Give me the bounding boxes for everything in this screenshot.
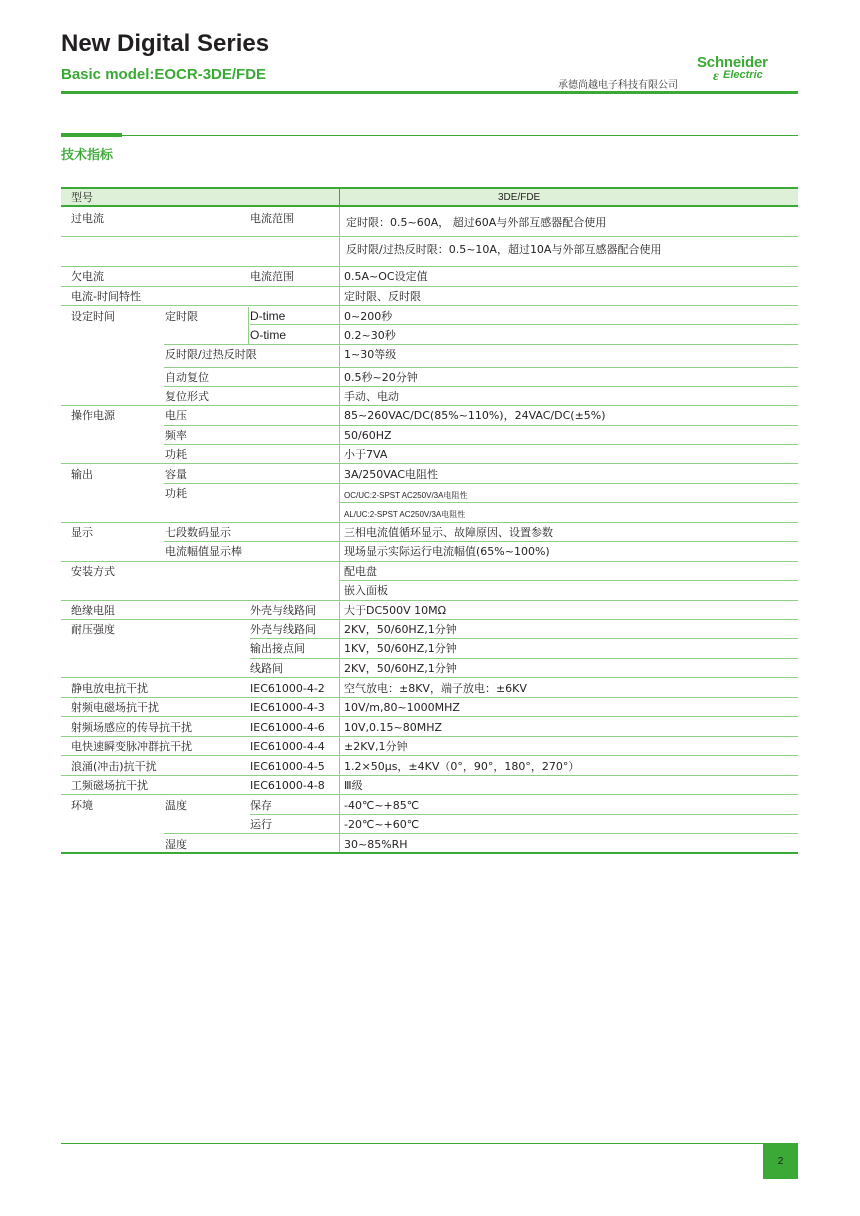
- row-divider: [164, 833, 798, 834]
- row-sublabel: 七段数码显示: [165, 526, 231, 539]
- row-sublabel: 功耗: [165, 487, 187, 500]
- row-label: 输出: [71, 468, 93, 481]
- cell-divider: [248, 307, 249, 344]
- row-divider: [61, 794, 798, 795]
- header-divider: [339, 187, 340, 207]
- table-bottom-rule: [61, 852, 798, 854]
- row-sublabel: 输出接点间: [250, 642, 305, 655]
- row-divider: [250, 638, 798, 639]
- row-divider: [61, 305, 798, 306]
- row-divider: [250, 658, 798, 659]
- row-value: 2KV，50/60HZ,1分钟: [344, 623, 457, 636]
- row-value: 小于7VA: [344, 448, 388, 461]
- row-sublabel: 电流范围: [250, 270, 294, 283]
- logo-mark-icon: ɛ: [713, 69, 719, 84]
- section-title: 技术指标: [61, 148, 114, 163]
- row-divider: [61, 522, 798, 523]
- row-label: 射频场感应的传导抗干扰: [71, 721, 192, 734]
- row-label: 电快速瞬变脉冲群抗干扰: [71, 740, 192, 753]
- row-label: 射频电磁场抗干扰: [71, 701, 159, 714]
- row-divider: [164, 444, 798, 445]
- row-value: 配电盘: [344, 565, 377, 578]
- row-divider: [61, 697, 798, 698]
- row-divider: [250, 814, 798, 815]
- row-divider: [61, 600, 798, 601]
- brand-logo: [697, 54, 789, 88]
- row-value: 1~30等级: [344, 348, 397, 361]
- row-standard: IEC61000-4-2: [250, 682, 325, 695]
- row-label: 电流-时间特性: [71, 290, 141, 303]
- row-divider: [164, 425, 798, 426]
- row-value: 大于DC500V 10MΩ: [344, 604, 447, 617]
- row-sublabel: 保存: [250, 799, 272, 812]
- row-value: 手动、电动: [344, 390, 399, 403]
- row-divider: [164, 344, 798, 345]
- row-value: -40℃~+85℃: [344, 799, 420, 812]
- row-label: 欠电流: [71, 270, 104, 283]
- section-accent-bar: [61, 133, 122, 137]
- row-divider: [61, 405, 798, 406]
- spec-table: [61, 187, 798, 854]
- row-value: 0.5秒~20分钟: [344, 371, 418, 384]
- row-standard: IEC61000-4-8: [250, 779, 325, 792]
- row-divider: [61, 236, 798, 237]
- row-value: 三相电流值循环显示、故障原因、设置参数: [344, 526, 553, 539]
- footer-rule: [61, 1143, 798, 1144]
- header-model-value: 3DE/FDE: [498, 192, 541, 203]
- row-divider: [61, 463, 798, 464]
- header-model-label: 型号: [71, 191, 93, 204]
- row-divider: [61, 619, 798, 620]
- row-divider: [164, 367, 798, 368]
- row-sublabel: 自动复位: [165, 371, 209, 384]
- row-standard: IEC61000-4-5: [250, 760, 325, 773]
- row-divider: [61, 736, 798, 737]
- row-value: 0.2~30秒: [344, 329, 396, 342]
- row-value: 2KV，50/60HZ,1分钟: [344, 662, 457, 675]
- row-divider: [61, 755, 798, 756]
- row-sublabel: 电流范围: [250, 212, 294, 225]
- row-sublabel: 温度: [165, 799, 187, 812]
- row-sublabel: 线路间: [250, 662, 283, 675]
- row-sublabel: 定时限: [165, 310, 198, 323]
- page-title: New Digital Series: [61, 30, 270, 57]
- logo-wordmark: Schneider: [697, 54, 768, 71]
- row-sublabel: 外壳与线路间: [250, 623, 316, 636]
- row-label: 静电放电抗干扰: [71, 682, 148, 695]
- table-header-row: [61, 187, 798, 207]
- row-value: 30~85%RH: [344, 838, 408, 851]
- row-value: 1KV，50/60HZ,1分钟: [344, 642, 457, 655]
- row-sublabel: 容量: [165, 468, 187, 481]
- logo-subword: Electric: [723, 69, 763, 81]
- row-sublabel: 湿度: [165, 838, 187, 851]
- row-value: 85~260VAC/DC(85%~110%)，24VAC/DC(±5%): [344, 409, 606, 422]
- page-subtitle: Basic model:EOCR-3DE/FDE: [61, 66, 267, 83]
- page-number: 2: [763, 1144, 798, 1179]
- header-rule: [61, 91, 798, 94]
- row-value: 反时限/过热反时限：0.5~10A，超过10A与外部互感器配合使用: [346, 243, 662, 256]
- row-value: 3A/250VAC电阻性: [344, 468, 439, 481]
- row-sublabel: O-time: [250, 328, 286, 342]
- row-divider: [250, 324, 798, 325]
- row-value: Ⅲ级: [344, 779, 363, 792]
- row-sublabel: 电流幅值显示棒: [165, 545, 242, 558]
- row-value: -20℃~+60℃: [344, 818, 420, 831]
- row-sublabel: D-time: [250, 309, 286, 323]
- row-label: 绝缘电阻: [71, 604, 115, 617]
- row-sublabel: 频率: [165, 429, 187, 442]
- row-divider: [164, 386, 798, 387]
- row-label: 工频磁场抗干扰: [71, 779, 148, 792]
- row-divider: [61, 561, 798, 562]
- row-value: 定时限：0.5~60A， 超过60A与外部互感器配合使用: [346, 216, 607, 229]
- row-value: 空气放电：±8KV，端子放电：±6KV: [344, 682, 527, 695]
- row-label: 操作电源: [71, 409, 115, 422]
- row-sublabel: 外壳与线路间: [250, 604, 316, 617]
- row-value: 现场显示实际运行电流幅值(65%~100%): [344, 545, 550, 558]
- row-divider: [164, 541, 798, 542]
- section-rule: [122, 135, 798, 136]
- row-label: 设定时间: [71, 310, 115, 323]
- row-standard: IEC61000-4-4: [250, 740, 325, 753]
- row-standard: IEC61000-4-6: [250, 721, 325, 734]
- row-value: 定时限、反时限: [344, 290, 421, 303]
- row-sublabel: 运行: [250, 818, 272, 831]
- row-label: 显示: [71, 526, 93, 539]
- row-sublabel: 复位形式: [165, 390, 209, 403]
- row-label: 安装方式: [71, 565, 115, 578]
- row-value: 10V,0.15~80MHZ: [344, 721, 443, 734]
- row-sublabel: 功耗: [165, 448, 187, 461]
- row-divider: [61, 286, 798, 287]
- row-divider: [61, 775, 798, 776]
- row-value: OC/UC:2-SPST AC250V/3A电阻性: [344, 491, 468, 500]
- row-label: 环境: [71, 799, 93, 812]
- row-value: 0.5A~OC设定值: [344, 270, 428, 283]
- row-divider: [61, 677, 798, 678]
- row-value: 0~200秒: [344, 310, 393, 323]
- row-value: 50/60HZ: [344, 429, 392, 442]
- row-divider: [61, 716, 798, 717]
- row-value: 10V/m,80~1000MHZ: [344, 701, 460, 714]
- row-label: 过电流: [71, 212, 104, 225]
- row-divider: [61, 266, 798, 267]
- row-divider: [339, 580, 798, 581]
- row-standard: IEC61000-4-3: [250, 701, 325, 714]
- row-value: 嵌入面板: [344, 584, 388, 597]
- row-value: ±2KV,1分钟: [344, 740, 408, 753]
- row-value: 1.2×50μs，±4KV（0°，90°，180°，270°）: [344, 760, 580, 773]
- company-name: 承德尚越电子科技有限公司: [558, 80, 678, 91]
- row-divider: [164, 483, 798, 484]
- row-label: 耐压强度: [71, 623, 115, 636]
- row-sublabel: 电压: [165, 409, 187, 422]
- row-value: AL/UC:2-SPST AC250V/3A电阻性: [344, 510, 466, 519]
- row-label: 浪涌(冲击)抗干扰: [71, 760, 157, 773]
- row-sublabel: 反时限/过热反时限: [165, 348, 257, 361]
